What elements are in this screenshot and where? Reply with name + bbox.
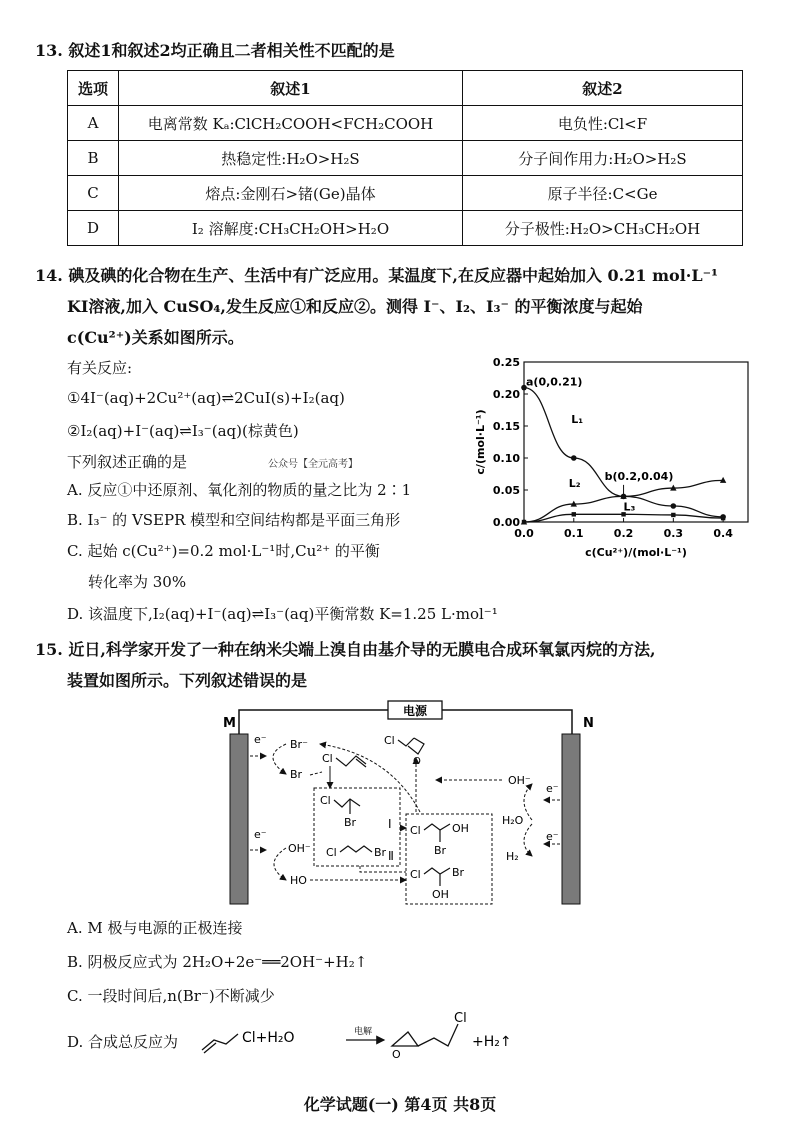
x-tick-label: 0.4 [713, 527, 733, 540]
annotation-a: a(0,0.21) [526, 375, 583, 389]
int1-cl: Cl [320, 794, 331, 807]
hh1-cl: Cl [410, 824, 421, 837]
header-s1: 叙述1 [119, 71, 463, 106]
reaction-reactants: Cl+H₂O [242, 1030, 295, 1046]
x-tick-label: 0.3 [663, 527, 684, 540]
table-row [68, 176, 743, 211]
data-point [721, 516, 725, 520]
q14-option-a: A. 反应①中还原剂、氧化剂的物质的量之比为 2∶1 [67, 481, 412, 499]
ho-radical-label: HO [290, 874, 307, 887]
wire-left [239, 710, 388, 734]
reaction-2: ②I₂(aq)+I⁻(aq)⇌I₃⁻(aq)(棕黄色) [67, 422, 299, 440]
step2-label: Ⅱ [388, 849, 394, 863]
q14-stem-line2: KI溶液,加入 CuSO₄,发生反应①和反应②。测得 I⁻、I₂、I₃⁻ 的平衡浓度与起始 [67, 297, 643, 316]
y-tick-label: 0.00 [492, 516, 520, 529]
data-point [671, 513, 675, 517]
electron-label-1: e⁻ [254, 733, 267, 746]
watermark-text: 公众号【全元高考】 [268, 459, 358, 470]
data-point [671, 503, 677, 509]
wire-right [442, 710, 572, 734]
br-radical-label: Br [290, 768, 303, 781]
y-tick-label: 0.05 [492, 484, 520, 497]
int2-br: Br [374, 846, 387, 859]
option-d: D [68, 211, 119, 246]
electrode-m [230, 734, 248, 904]
step1-label: Ⅰ [388, 817, 392, 831]
q15-stem-line2: 装置如图所示。下列叙述错误的是 [67, 671, 308, 690]
q13-table [67, 70, 743, 246]
row-c-s1: 熔点:金刚石>锗(Ge)晶体 [119, 176, 463, 211]
x-axis-label: c(Cu²⁺)/(mol·L⁻¹) [585, 546, 687, 559]
product-chlorine: Cl [454, 1011, 467, 1026]
electrolysis-diagram [210, 700, 605, 908]
y-axis-label: c/(mol·L⁻¹) [474, 409, 487, 475]
page-footer: 化学试题(一) 第4页 共8页 [303, 1095, 497, 1114]
row-d-s2: 分子极性:H₂O>CH₃CH₂OH [463, 211, 743, 246]
option-a: A [68, 106, 119, 141]
oh-minus-right: OH⁻ [508, 774, 531, 787]
allyl-skeleton [202, 1034, 238, 1050]
q14-ask: 下列叙述正确的是 [67, 453, 188, 471]
int1-br: Br [344, 816, 357, 829]
row-d-s1: I₂ 溶解度:CH₃CH₂OH>H₂O [119, 211, 463, 246]
ho-minus-left: OH⁻ [288, 842, 311, 855]
product-cl: Cl [384, 734, 395, 747]
svg-text:O: O [413, 756, 421, 767]
reactions-title: 有关反应: [67, 359, 133, 377]
q15-option-c: C. 一段时间后,n(Br⁻)不断减少 [67, 987, 275, 1005]
electrode-n-label: N [583, 716, 594, 731]
electrode-m-label: M [223, 716, 236, 731]
q14-option-b: B. I₃⁻ 的 VSEPR 模型和空间结构都是平面三角形 [67, 511, 401, 529]
q14-option-c-line1: C. 起始 c(Cu²⁺)=0.2 mol·L⁻¹时,Cu²⁺ 的平衡 [67, 542, 380, 560]
q14-option-c-line2: 转化率为 30% [88, 573, 187, 591]
h2-label: H₂ [506, 850, 519, 863]
x-tick-label: 0.1 [564, 527, 584, 540]
table-row [68, 106, 743, 141]
electrode-n [562, 734, 580, 904]
electrolysis-condition: 电解 [354, 1027, 373, 1037]
reaction-h2: +H₂↑ [472, 1034, 512, 1050]
int2-cl: Cl [326, 846, 337, 859]
table-header-row [68, 71, 743, 106]
electron-label-3: e⁻ [546, 782, 559, 795]
x-tick-label: 0.2 [613, 527, 634, 540]
q14-stem-line3: c(Cu²⁺)关系如图所示。 [67, 328, 244, 347]
br-minus-label: Br⁻ [290, 738, 308, 751]
q14-stem-line1: 14. 碘及碘的化合物在生产、生活中有广泛应用。某温度下,在反应器中起始加入 0.21 mol·L⁻¹ [35, 266, 719, 285]
hh1-br: Br [434, 844, 447, 857]
reaction-1: ①4I⁻(aq)+2Cu²⁺(aq)⇌2CuI(s)+I₂(aq) [67, 389, 345, 407]
epoxide-ring [392, 1032, 418, 1046]
q14-option-d: D. 该温度下,I₂(aq)+I⁻(aq)⇌I₃⁻(aq)平衡常数 K=1.25 L·mol⁻¹ [67, 605, 498, 623]
row-a-s1: 电离常数 Kₐ:ClCH₂COOH<FCH₂COOH [119, 106, 463, 141]
allyl-cl: Cl [322, 752, 333, 765]
q15-option-d-prefix: D. 合成总反应为 [67, 1033, 179, 1051]
y-tick-label: 0.15 [492, 420, 520, 433]
y-tick-label: 0.20 [492, 388, 520, 401]
y-tick-label: 0.25 [492, 356, 520, 369]
q13-stem: 13. 叙述1和叙述2均正确且二者相关性不匹配的是 [35, 41, 395, 60]
row-c-s2: 原子半径:C<Ge [463, 176, 743, 211]
table-row [68, 211, 743, 246]
concentration-chart [468, 352, 768, 574]
allyl-chain [336, 756, 366, 766]
q15-option-b: B. 阴极反应式为 2H₂O+2e⁻══2OH⁻+H₂↑ [67, 953, 368, 971]
annotation-b: b(0.2,0.04) [604, 469, 674, 483]
y-tick-label: 0.10 [492, 452, 520, 465]
header-s2: 叙述2 [463, 71, 743, 106]
x-tick-label: 0.0 [514, 527, 534, 540]
overall-reaction [196, 1010, 536, 1062]
h2o-label: H₂O [502, 814, 524, 827]
q15-stem-line1: 15. 近日,科学家开发了一种在纳米尖端上溴自由基介导的无膜电合成环氧氯丙烷的方法, [35, 640, 656, 659]
row-a-s2: 电负性:Cl<F [463, 106, 743, 141]
option-b: B [68, 141, 119, 176]
series-label-1: L₁ [571, 412, 584, 426]
series-label-3: L₃ [623, 500, 636, 514]
row-b-s2: 分子间作用力:H₂O>H₂S [463, 141, 743, 176]
data-point [522, 520, 526, 524]
hh2-oh: OH [432, 888, 449, 901]
row-b-s1: 热稳定性:H₂O>H₂S [119, 141, 463, 176]
option-c: C [68, 176, 119, 211]
electron-label-2: e⁻ [254, 828, 267, 841]
svg-text:O: O [392, 1048, 401, 1061]
hh2-cl: Cl [410, 868, 421, 881]
series-label-2: L₂ [568, 476, 581, 490]
header-option: 选项 [68, 71, 119, 106]
data-point [571, 455, 577, 461]
data-point [572, 512, 576, 516]
power-label: 电源 [402, 704, 428, 718]
electron-label-4: e⁻ [546, 830, 559, 843]
table-row [68, 141, 743, 176]
hh2-br: Br [452, 866, 465, 879]
q15-option-a: A. M 极与电源的正极连接 [67, 919, 243, 937]
hh1-oh: OH [452, 822, 469, 835]
